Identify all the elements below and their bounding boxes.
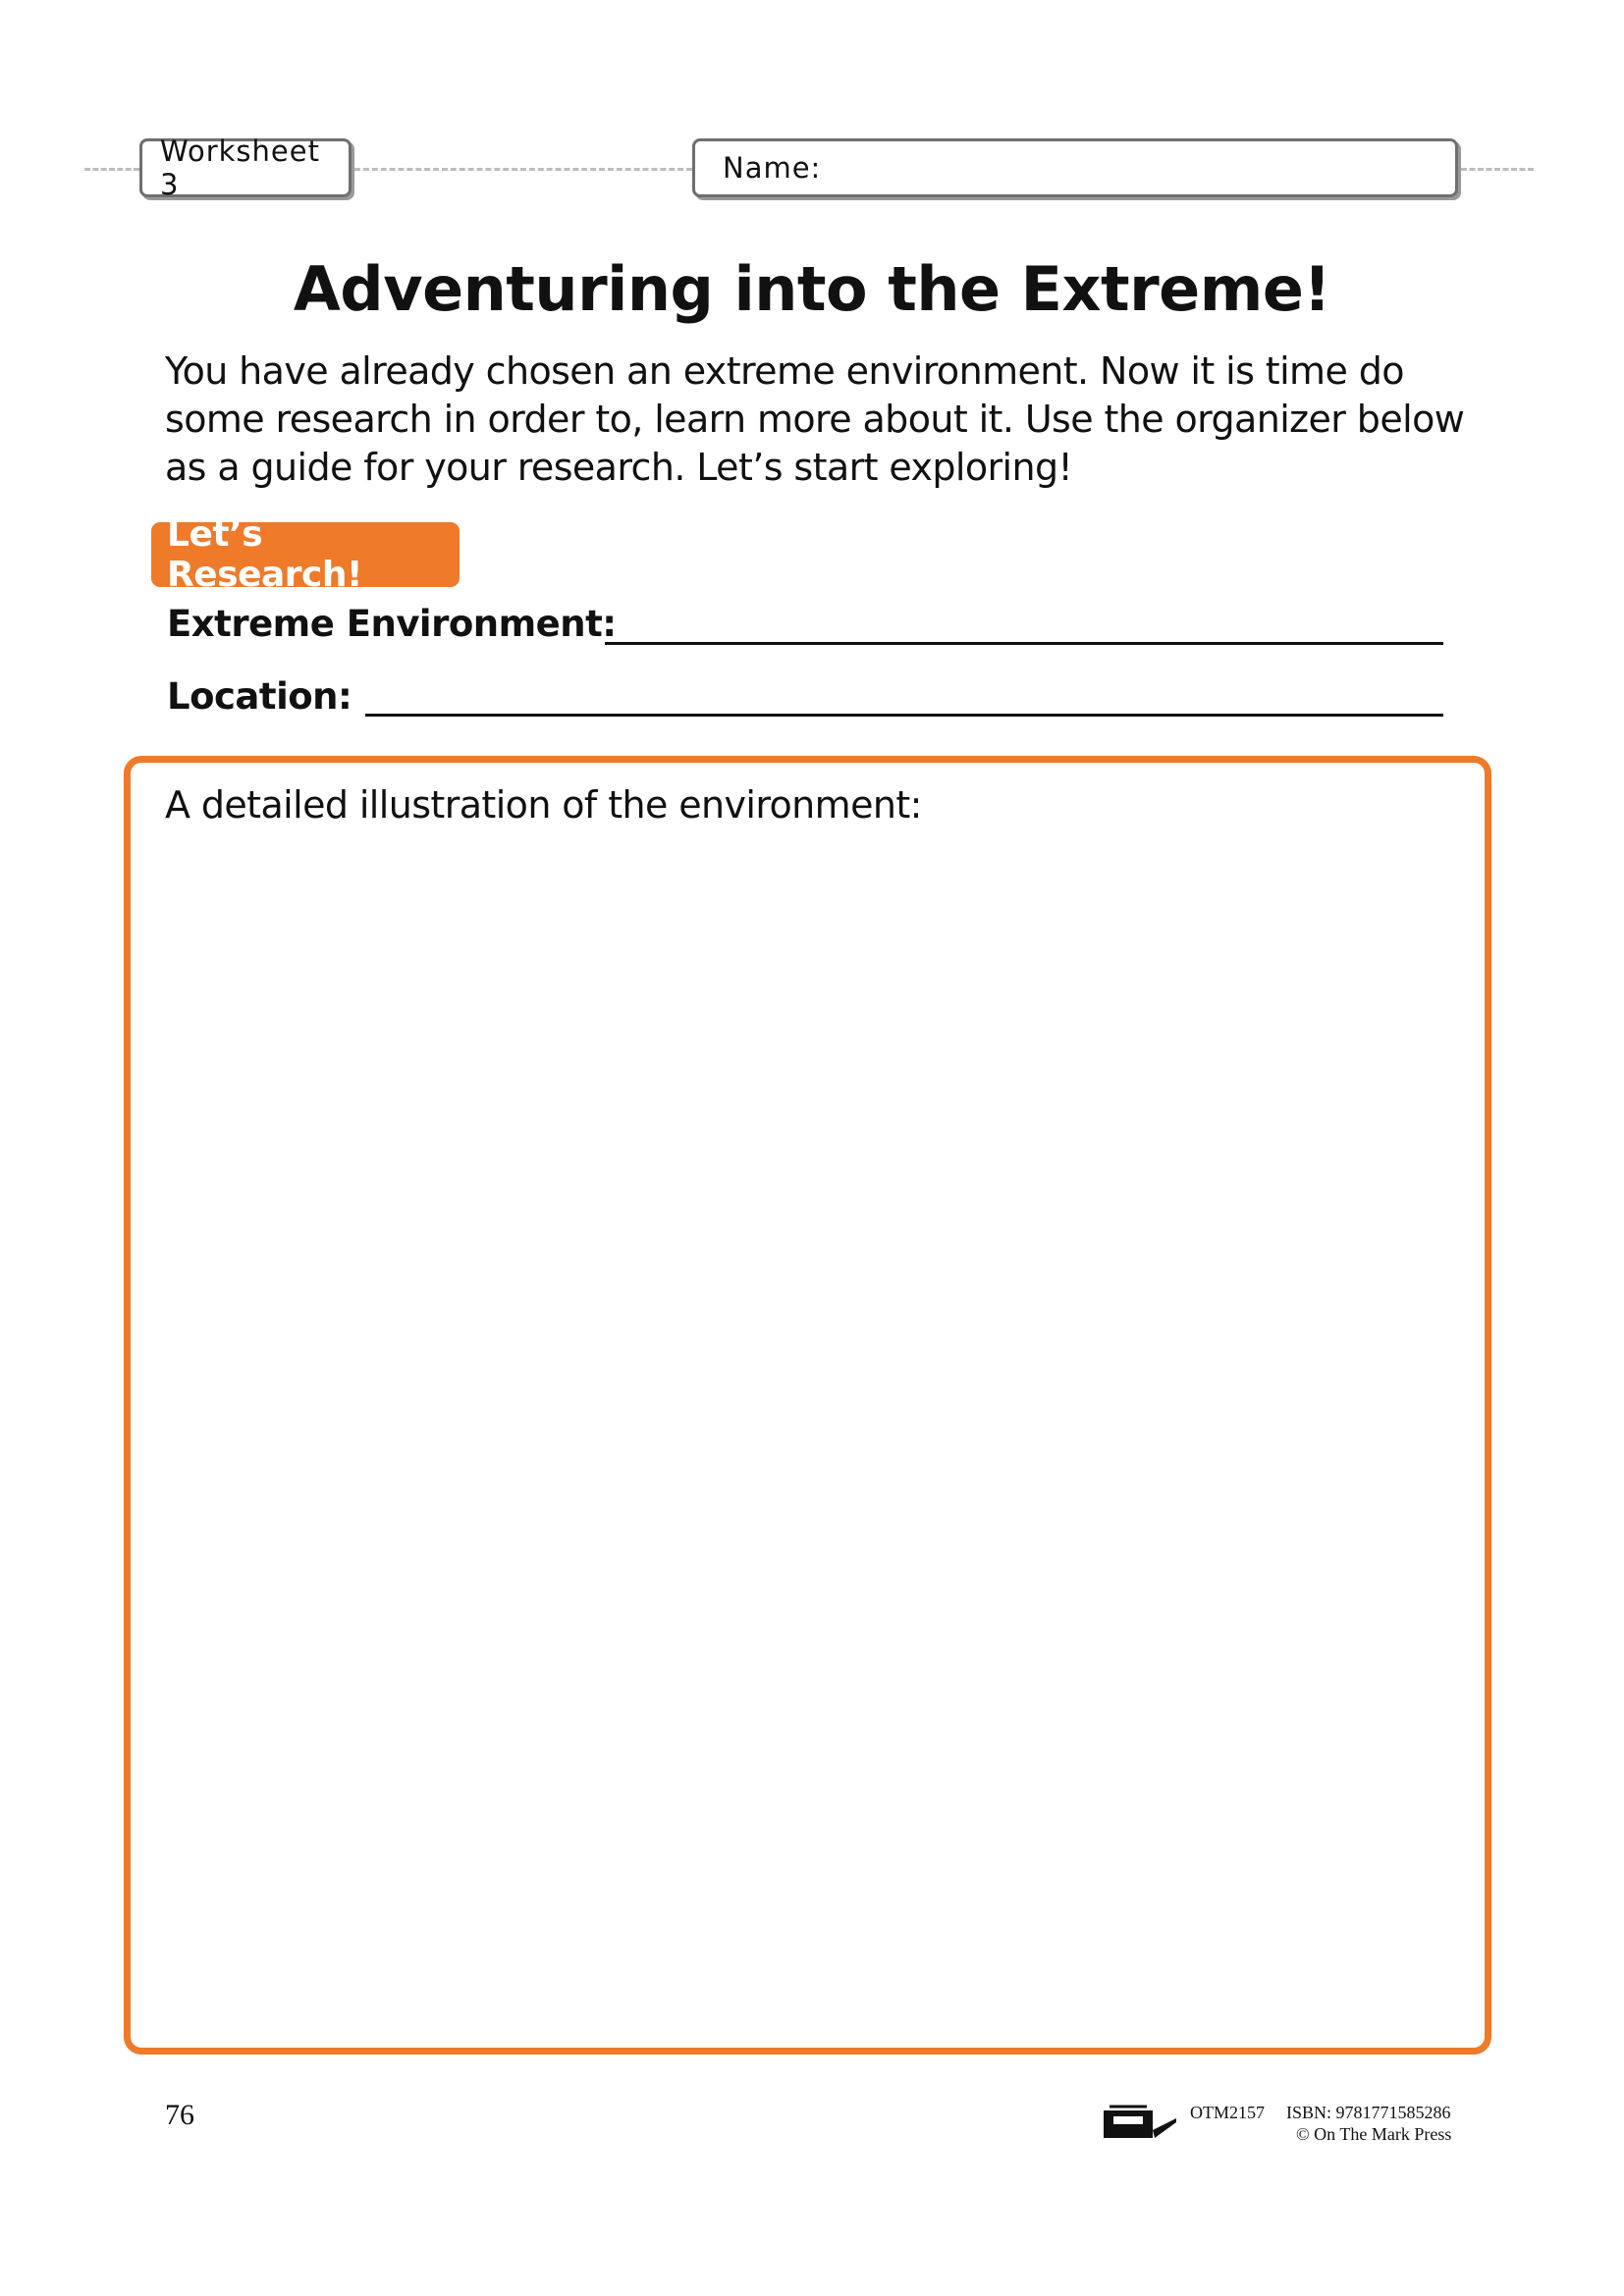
worksheet-label: Worksheet 3	[160, 134, 320, 201]
publisher-logo-icon	[1102, 2101, 1180, 2144]
name-label: Name:	[723, 151, 822, 185]
location-label: Location:	[167, 675, 352, 718]
intro-line-2: some research in order to, learn more about it. Use the organizer below	[165, 398, 1465, 441]
header-dash-right	[1461, 168, 1534, 171]
location-field[interactable]	[365, 714, 1443, 717]
worksheet-number-box	[139, 134, 352, 201]
extreme-environment-label: Extreme Environment:	[167, 603, 617, 645]
illustration-box[interactable]	[124, 756, 1491, 2055]
intro-line-1: You have already chosen an extreme environment. Now it is time do	[165, 349, 1404, 393]
research-badge	[151, 514, 460, 595]
research-badge-label: Let’s Research!	[167, 514, 362, 595]
page-number: 76	[165, 2099, 194, 2131]
header-dash-left	[84, 168, 139, 171]
copyright: © On The Mark Press	[1296, 2124, 1452, 2144]
product-code: OTM2157	[1190, 2103, 1265, 2122]
header-dash-middle	[354, 168, 692, 171]
illustration-label: A detailed illustration of the environment:	[165, 783, 922, 827]
intro-paragraph	[165, 347, 1471, 492]
isbn: ISBN: 9781771585286	[1286, 2103, 1451, 2122]
extreme-environment-field[interactable]	[605, 642, 1443, 645]
page-title: Adventuring into the Extreme!	[293, 253, 1331, 325]
intro-line-3: as a guide for your research. Let’s start exploring!	[165, 446, 1073, 489]
name-field[interactable]	[692, 138, 1458, 197]
